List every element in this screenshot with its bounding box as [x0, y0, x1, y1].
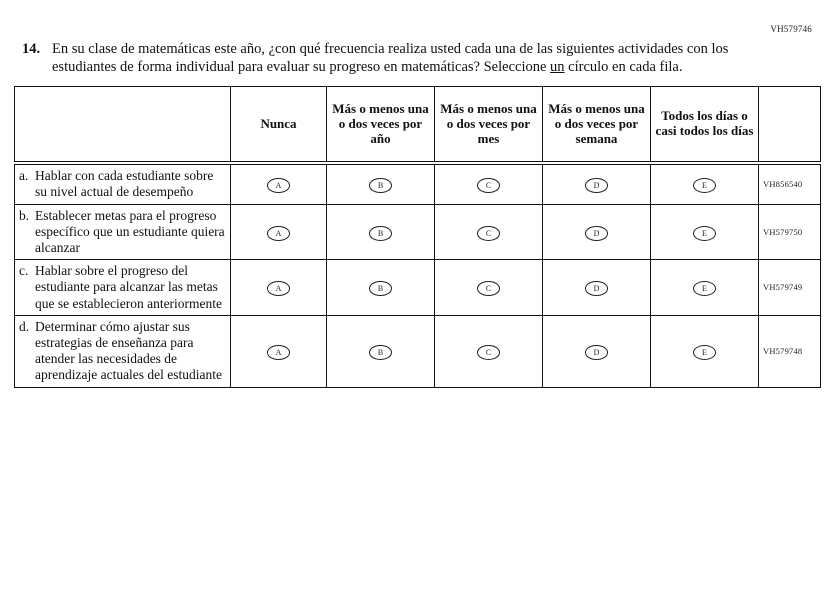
- row-c-option-b-bubble[interactable]: B: [369, 281, 392, 296]
- row-d-cell-semana: [543, 315, 651, 387]
- row-d-option-c-bubble[interactable]: C: [477, 345, 500, 360]
- column-header-por-ano: Más o menos una o dos veces por año: [327, 87, 435, 164]
- table-row-c: [15, 260, 821, 316]
- row-a-option-c-bubble[interactable]: C: [477, 178, 500, 193]
- column-header-por-mes: Más o menos una o dos veces por mes: [435, 87, 543, 164]
- header-row: [15, 87, 821, 164]
- row-a-cell-ano: [327, 163, 435, 204]
- row-a-label-cell: [15, 163, 231, 204]
- row-c-cell-semana: [543, 260, 651, 316]
- row-b-cell-ano: [327, 204, 435, 260]
- question-number: 14.: [22, 41, 41, 57]
- row-c-option-c-bubble[interactable]: C: [477, 281, 500, 296]
- row-a-option-a-bubble[interactable]: A: [267, 178, 291, 193]
- row-a-cell-nunca: [231, 163, 327, 204]
- row-c-option-d-bubble[interactable]: D: [585, 281, 609, 296]
- question-text: [52, 40, 774, 76]
- question-block: [0, 0, 834, 86]
- row-b-cell-nunca: [231, 204, 327, 260]
- frequency-matrix-table: [14, 86, 821, 387]
- row-b-option-d-bubble[interactable]: D: [585, 226, 609, 241]
- row-d-cell-todos: [651, 315, 759, 387]
- row-c-option-e-bubble[interactable]: E: [693, 281, 716, 296]
- row-c-label-cell: [15, 260, 231, 316]
- row-b-cell-mes: [435, 204, 543, 260]
- row-d-item-code: VH579748: [759, 315, 821, 387]
- row-d-option-e-bubble[interactable]: E: [693, 345, 716, 360]
- row-a-item-code: VH856540: [759, 163, 821, 204]
- table-row-d: [15, 315, 821, 387]
- row-b-option-c-bubble[interactable]: C: [477, 226, 500, 241]
- row-a-letter: a.: [19, 168, 29, 184]
- column-header-nunca: Nunca: [231, 87, 327, 164]
- row-a-cell-mes: [435, 163, 543, 204]
- column-header-por-semana: Más o menos una o dos veces por semana: [543, 87, 651, 164]
- row-d-option-d-bubble[interactable]: D: [585, 345, 609, 360]
- row-b-cell-todos: [651, 204, 759, 260]
- row-d-cell-ano: [327, 315, 435, 387]
- column-header-todos-los-dias: Todos los días o casi todos los días: [651, 87, 759, 164]
- row-d-option-a-bubble[interactable]: A: [267, 345, 291, 360]
- row-a-label: Hablar con cada estudiante sobre su nivel actual de desempeño: [35, 168, 214, 200]
- header-empty-code: [759, 87, 821, 164]
- row-b-option-e-bubble[interactable]: E: [693, 226, 716, 241]
- row-c-cell-nunca: [231, 260, 327, 316]
- row-a-cell-semana: [543, 163, 651, 204]
- row-a-option-d-bubble[interactable]: D: [585, 178, 609, 193]
- row-c-option-a-bubble[interactable]: A: [267, 281, 291, 296]
- row-a-cell-todos: [651, 163, 759, 204]
- row-b-letter: b.: [19, 207, 30, 223]
- question-text-main: En su clase de matemáticas este año, ¿con qué frecuencia realiza usted cada una de las siguientes actividades con los estudiantes de forma individual para evaluar su progreso en matemáticas? Seleccione: [52, 41, 729, 76]
- row-c-cell-ano: [327, 260, 435, 316]
- row-d-label-cell: [15, 315, 231, 387]
- form-code: VH579746: [770, 24, 812, 34]
- row-b-item-code: VH579750: [759, 204, 821, 260]
- row-d-option-b-bubble[interactable]: B: [369, 345, 392, 360]
- question-text-end: círculo en cada fila.: [564, 59, 683, 76]
- row-a-option-e-bubble[interactable]: E: [693, 178, 716, 193]
- question-text-emphasis: un: [550, 59, 565, 76]
- row-c-cell-mes: [435, 260, 543, 316]
- table-row-b: [15, 204, 821, 260]
- row-d-letter: d.: [19, 318, 30, 334]
- row-c-label: Hablar sobre el progreso del estudiante para alcanzar las metas que se establecieron anteriormente: [35, 263, 223, 311]
- row-d-cell-nunca: [231, 315, 327, 387]
- row-b-option-b-bubble[interactable]: B: [369, 226, 392, 241]
- row-c-cell-todos: [651, 260, 759, 316]
- row-d-cell-mes: [435, 315, 543, 387]
- table-row-a: [15, 163, 821, 204]
- row-b-option-a-bubble[interactable]: A: [267, 226, 291, 241]
- row-b-label-cell: [15, 204, 231, 260]
- row-a-option-b-bubble[interactable]: B: [369, 178, 392, 193]
- row-b-cell-semana: [543, 204, 651, 260]
- row-c-letter: c.: [19, 263, 29, 279]
- row-c-item-code: VH579749: [759, 260, 821, 316]
- header-empty-label: [15, 87, 231, 164]
- row-d-label: Determinar cómo ajustar sus estrategias de enseñanza para atender las necesidades de aprendizaje actuales del estudiante: [35, 318, 223, 383]
- row-b-label: Establecer metas para el progreso específico que un estudiante quiera alcanzar: [35, 207, 225, 255]
